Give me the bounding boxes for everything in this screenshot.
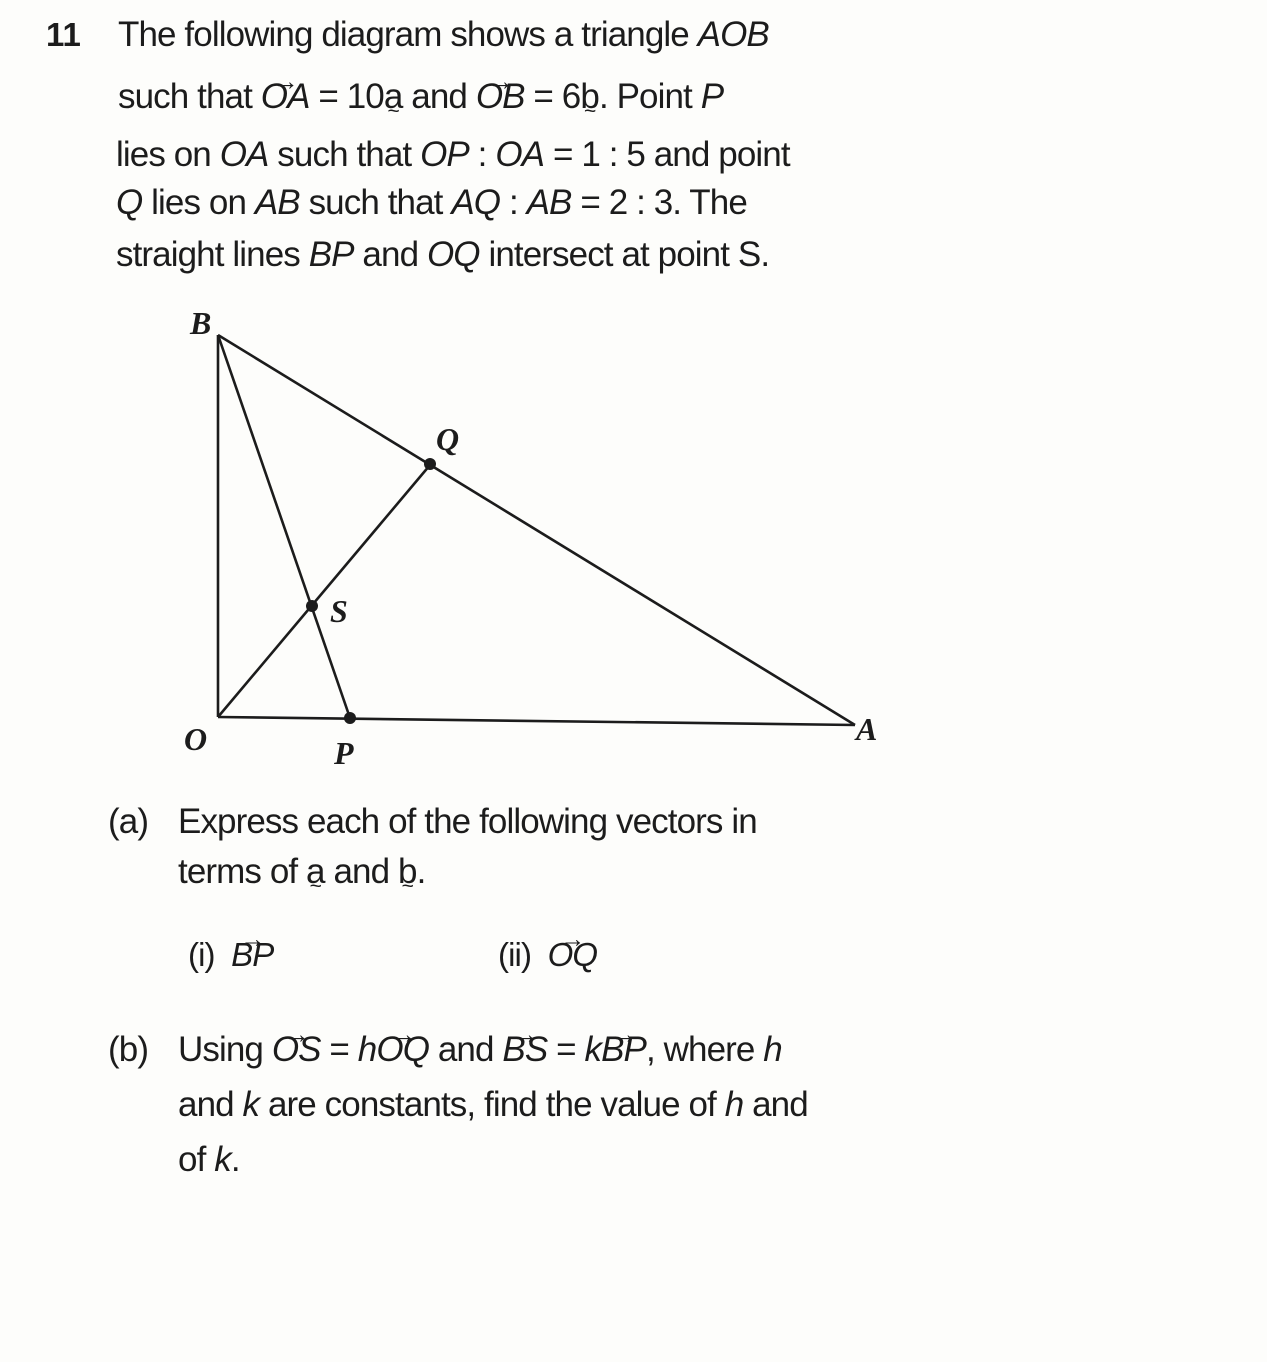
text-run: lies on <box>142 183 255 222</box>
part-a-i <box>188 935 273 975</box>
math-variable: BP <box>308 235 354 274</box>
math-variable: OA <box>495 135 545 174</box>
math-variable: AQ <box>451 183 501 222</box>
text-run: such that <box>118 77 261 116</box>
vector-text: BP → <box>601 1030 646 1070</box>
text-run: lies on <box>116 135 220 174</box>
vector-text: BS → <box>502 1030 547 1070</box>
line-oq <box>218 465 430 717</box>
math-variable: AB <box>254 183 300 222</box>
text-run: and <box>178 1085 243 1124</box>
text-run: = 1 : 5 and point <box>544 135 790 174</box>
part-b-line <box>178 1140 240 1180</box>
label-b: B <box>190 305 212 341</box>
math-variable: OQ <box>426 235 480 274</box>
text-run: : <box>500 183 527 222</box>
vector-text: OB → <box>476 77 525 117</box>
part-a-ii <box>498 935 597 975</box>
text-run: and <box>402 77 476 116</box>
math-variable: Q <box>116 183 143 222</box>
text-run: Using <box>178 1030 272 1069</box>
text-run: and <box>353 235 427 274</box>
text-run: of <box>178 1140 215 1179</box>
math-variable: P <box>700 77 724 116</box>
text-run: terms of <box>178 852 307 891</box>
label-q: Q <box>436 421 460 457</box>
text-run: = 2 : 3. The <box>571 183 747 222</box>
vector-text: OS → <box>272 1030 321 1070</box>
vector-symbol: a ~ <box>306 852 325 892</box>
math-variable: k <box>214 1140 231 1179</box>
text-run: = 6 <box>524 77 581 116</box>
text-run: = <box>547 1030 585 1069</box>
math-variable: OA <box>219 135 269 174</box>
text-run: . <box>416 852 426 891</box>
vector-text: OA → <box>261 77 310 117</box>
text-run: = 10 <box>309 77 384 116</box>
text-run: intersect at point S. <box>479 235 770 274</box>
label-a: A <box>856 711 878 747</box>
text-run: are constants, find the value of <box>259 1085 725 1124</box>
text-run: straight lines <box>116 235 309 274</box>
text-run: The following diagram shows a triangle <box>118 15 698 54</box>
question-number: 11 <box>46 16 81 53</box>
part-b-line <box>178 1030 782 1070</box>
text-run: such that <box>268 135 421 174</box>
math-variable: AOB <box>697 15 769 54</box>
vector-text: OQ → <box>376 1030 429 1070</box>
part-a-label: (a) <box>108 802 149 841</box>
math-variable: AB <box>526 183 572 222</box>
text-run: (i) <box>188 936 232 973</box>
vector-symbol: b ~ <box>580 77 599 117</box>
text-run: , where <box>645 1030 764 1069</box>
label-o: O <box>184 721 208 757</box>
text-run: . Point <box>598 77 701 116</box>
vector-symbol: a ~ <box>384 77 403 117</box>
text-run: and <box>429 1030 503 1069</box>
point-p <box>344 712 356 724</box>
side-ab <box>218 335 855 725</box>
vector-text: OQ → <box>548 935 598 975</box>
point-s <box>306 600 318 612</box>
text-run: (ii) <box>498 936 548 973</box>
part-b-label: (b) <box>108 1030 149 1069</box>
math-variable: OP <box>420 135 469 174</box>
text-run: and <box>743 1085 808 1124</box>
math-variable: k <box>242 1085 260 1124</box>
math-variable: h <box>357 1030 377 1069</box>
text-run: such that <box>299 183 452 222</box>
math-variable: h <box>763 1030 782 1069</box>
text-run: : <box>468 135 496 174</box>
vector-text: BP → <box>231 935 273 975</box>
vector-symbol: b ~ <box>398 852 417 892</box>
text-run: and <box>324 852 398 891</box>
point-q <box>424 458 436 470</box>
math-variable: k <box>584 1030 602 1069</box>
label-p: P <box>334 735 354 771</box>
text-run: . <box>230 1140 240 1179</box>
text-run: = <box>320 1030 358 1069</box>
line-bp <box>218 335 350 718</box>
part-b-line <box>178 1085 808 1125</box>
label-s: S <box>330 593 348 629</box>
part-a-line <box>178 852 425 892</box>
part-a-line <box>178 802 757 842</box>
side-oa <box>218 717 855 725</box>
text-run: Express each of the following vectors in <box>178 802 757 841</box>
math-variable: h <box>724 1085 744 1124</box>
